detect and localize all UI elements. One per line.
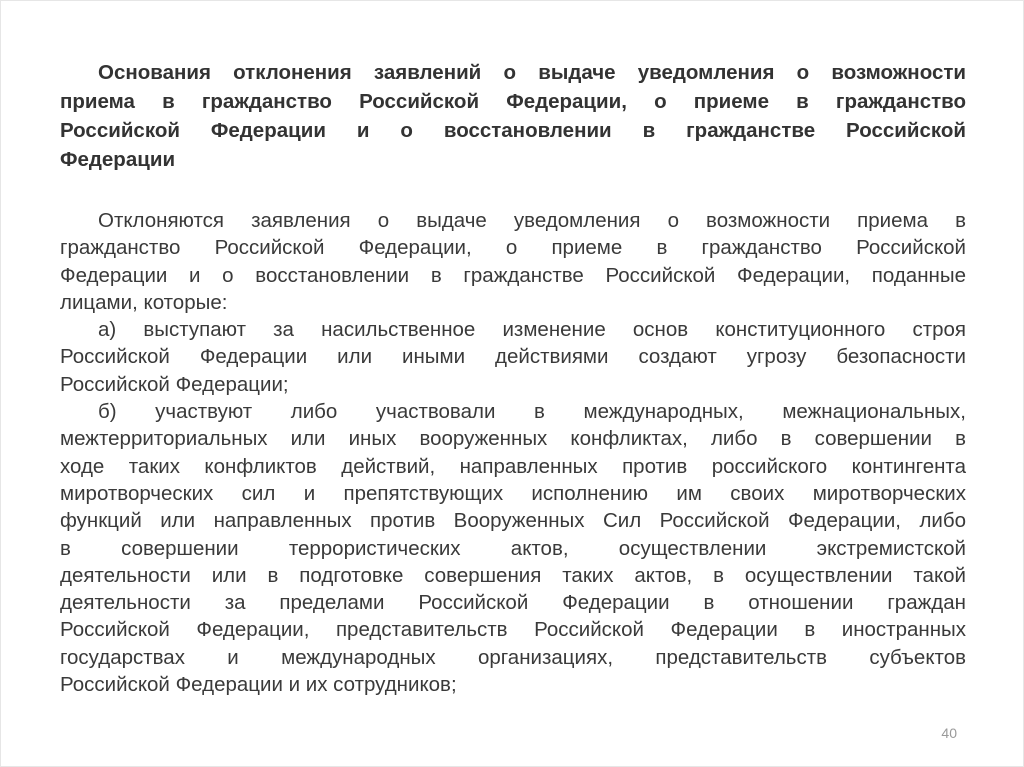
body-line: миротворческих сил и препятствующих исполнению им своих миротворческих bbox=[60, 481, 966, 505]
body-line: Российской Федерации или иными действиями создают угрозу безопасности bbox=[60, 345, 966, 369]
page-number: 40 bbox=[941, 725, 957, 741]
body-line: государствах и международных организациях, представительств субъектов bbox=[60, 645, 966, 669]
body-line: деятельности или в подготовке совершения таких актов, в осуществлении такой bbox=[60, 563, 966, 587]
body-line: ходе таких конфликтов действий, направленных против российского контингента bbox=[60, 454, 966, 478]
body-line: функций или направленных против Вооруженных Сил Российской Федерации, либо bbox=[60, 509, 966, 533]
title-line: Российской Федерации и о восстановлении в гражданстве Российской bbox=[60, 119, 966, 142]
body-line: деятельности за пределами Российской Федерации в отношении граждан bbox=[60, 591, 966, 615]
body-line: Российской Федерации; bbox=[60, 372, 289, 396]
body-line: Российской Федерации и их сотрудников; bbox=[60, 673, 457, 697]
body-line: гражданство Российской Федерации, о приеме в гражданство Российской bbox=[60, 236, 966, 260]
slide-title bbox=[60, 58, 966, 174]
body-line: б) участвуют либо участвовали в международных, межнациональных, bbox=[98, 400, 966, 424]
body-line: Федерации и о восстановлении в гражданстве Российской Федерации, поданные bbox=[60, 263, 966, 287]
slide-body bbox=[60, 207, 966, 698]
body-line: межтерриториальных или иных вооруженных конфликтах, либо в совершении в bbox=[60, 427, 966, 451]
body-line: а) выступают за насильственное изменение основ конституционного строя bbox=[98, 318, 966, 342]
body-line: в совершении террористических актов, осуществлении экстремистской bbox=[60, 536, 966, 560]
slide-content bbox=[60, 58, 966, 698]
item-a-paragraph bbox=[60, 316, 966, 398]
intro-paragraph bbox=[60, 207, 966, 316]
title-line: приема в гражданство Российской Федерации, о приеме в гражданство bbox=[60, 90, 966, 113]
body-line: лицами, которые: bbox=[60, 290, 228, 314]
item-b-paragraph bbox=[60, 398, 966, 698]
title-line: Федерации bbox=[60, 148, 176, 171]
title-line: Основания отклонения заявлений о выдаче уведомления о возможности bbox=[98, 61, 966, 84]
body-line: Отклоняются заявления о выдаче уведомления о возможности приема в bbox=[98, 209, 966, 232]
spacer bbox=[60, 174, 966, 207]
body-line: Российской Федерации, представительств Российской Федерации в иностранных bbox=[60, 618, 966, 642]
